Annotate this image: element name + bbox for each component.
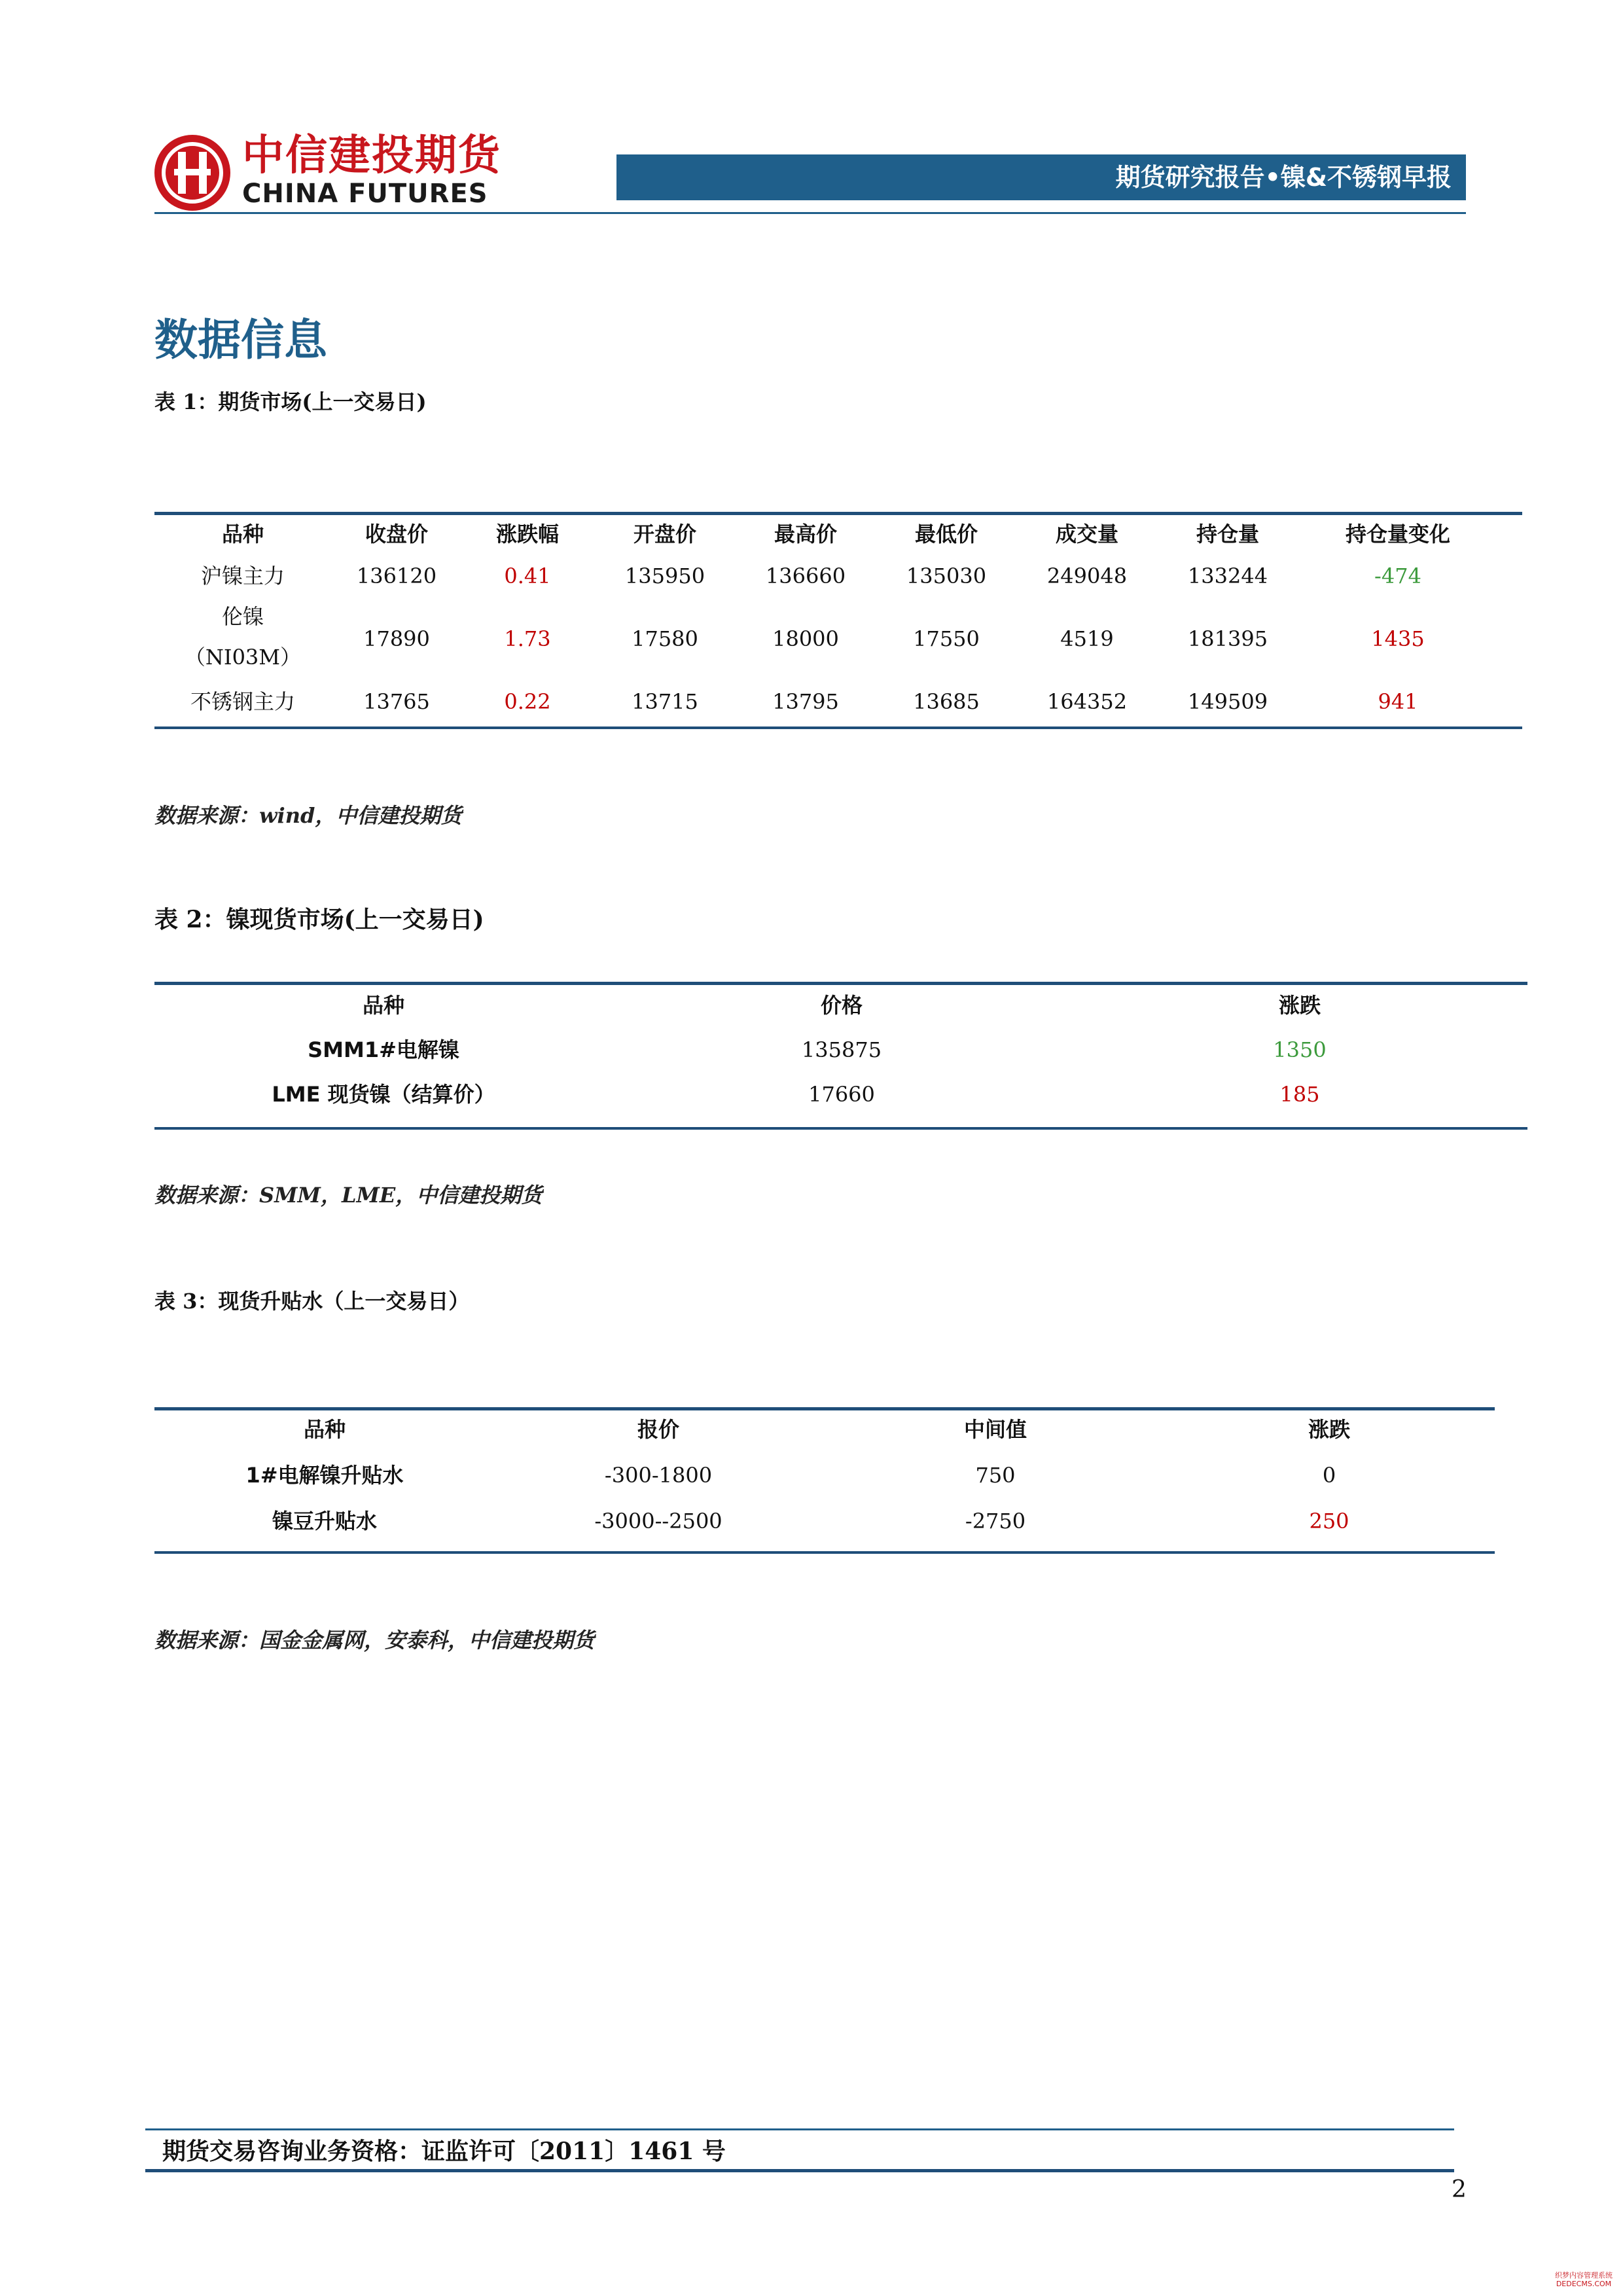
table1-row2-change-pct: 1.73 <box>504 626 551 651</box>
table1-row2-high: 18000 <box>772 626 839 651</box>
table1-header-volume: 成交量 <box>1055 522 1118 547</box>
table1-row3-low: 13685 <box>913 689 980 714</box>
table2-header-change: 涨跌 <box>1278 993 1321 1018</box>
table1-row1-open: 135950 <box>624 564 705 588</box>
nickel-spot-table <box>154 992 1527 1117</box>
table1-row2-open: 17580 <box>632 626 698 651</box>
spot-premium-table <box>154 1416 1495 1541</box>
table1-header-close: 收盘价 <box>365 522 428 547</box>
header-divider <box>154 212 1466 214</box>
report-title-bar <box>616 154 1466 200</box>
table1-header-open: 开盘价 <box>633 522 696 547</box>
table1-row1-change-pct: 0.41 <box>504 564 551 588</box>
table3-row1-variety: 1#电解镍升贴水 <box>245 1463 404 1488</box>
table3-row2-mid: -2750 <box>965 1509 1026 1534</box>
table1-header-low: 最低价 <box>914 522 978 547</box>
table1-row3-oi-change: 941 <box>1378 689 1418 714</box>
table1-row3-variety: 不锈钢主力 <box>190 689 295 714</box>
table3-row2-variety: 镍豆升贴水 <box>272 1509 377 1534</box>
company-logo-icon <box>154 135 230 211</box>
table1-caption: 表 1：期货市场(上一交易日) <box>154 389 427 414</box>
table1-row2-close: 17890 <box>363 626 430 651</box>
table1-header-high: 最高价 <box>774 522 837 547</box>
table1-row1-high: 136660 <box>765 564 846 588</box>
table1-row1-open-interest: 133244 <box>1187 564 1268 588</box>
table1-row2-volume: 4519 <box>1060 626 1114 651</box>
footer-license: 期货交易咨询业务资格：证监许可〔2011〕1461 号 <box>162 2138 726 2165</box>
logo-chinese-name: 中信建投期货 <box>242 132 501 180</box>
table1-row3-close: 13765 <box>363 689 430 714</box>
table1-row2-variety: 伦镍 <box>221 604 264 629</box>
table2-row2-variety: LME 现货镍（结算价） <box>272 1082 495 1107</box>
table1-row1-low: 135030 <box>906 564 987 588</box>
table1-row2-oi-change: 1435 <box>1371 626 1425 651</box>
table2-row1-price: 135875 <box>801 1037 882 1062</box>
futures-market-table <box>154 521 1522 730</box>
table2-header-variety: 品种 <box>362 993 404 1018</box>
table3-row1-quote: -300-1800 <box>604 1463 713 1488</box>
table2-caption: 表 2：镍现货市场(上一交易日) <box>154 906 484 933</box>
table2-row2-price: 17660 <box>808 1082 875 1107</box>
table3-row1-mid: 750 <box>975 1463 1016 1488</box>
table1-header-oi-change: 持仓量变化 <box>1345 522 1450 547</box>
page-number: 2 <box>1452 2176 1467 2203</box>
watermark-line2: DEDECMS.COM <box>1556 2280 1612 2288</box>
footer-divider-top <box>145 2128 1454 2130</box>
logo-english-name: CHINA FUTURES <box>242 179 488 209</box>
table1-row1-volume: 249048 <box>1046 564 1128 588</box>
table1-header-variety: 品种 <box>221 522 264 547</box>
table3-source: 数据来源：国金金属网，安泰科，中信建投期货 <box>154 1628 595 1653</box>
table3-row2-quote: -3000--2500 <box>594 1509 722 1534</box>
table2-source: 数据来源：SMM，LME，中信建投期货 <box>154 1183 543 1208</box>
table3-caption: 表 3：现货升贴水（上一交易日） <box>154 1289 470 1314</box>
table1-row2-variety-code: （NI03M） <box>184 645 302 670</box>
report-title: 期货研究报告•镍&不锈钢早报 <box>1115 163 1452 192</box>
footer-divider-bottom <box>145 2169 1454 2172</box>
table3-header-mid: 中间值 <box>963 1417 1027 1442</box>
table3-top-rule <box>154 1407 1495 1410</box>
table2-row2-change: 185 <box>1279 1082 1320 1107</box>
table3-row1-change: 0 <box>1322 1463 1336 1488</box>
section-title: 数据信息 <box>154 315 327 365</box>
table1-header-change-pct: 涨跌幅 <box>495 522 559 547</box>
table1-row2-open-interest: 181395 <box>1187 626 1268 651</box>
table3-bottom-rule <box>154 1551 1495 1554</box>
table1-row3-open: 13715 <box>632 689 698 714</box>
table3-header-change: 涨跌 <box>1308 1417 1350 1442</box>
table2-top-rule <box>154 982 1527 985</box>
table1-row3-high: 13795 <box>772 689 839 714</box>
watermark <box>1555 2271 1613 2288</box>
table3-header-variety: 品种 <box>303 1417 346 1442</box>
table2-bottom-rule <box>154 1127 1527 1130</box>
table1-bottom-rule <box>154 726 1522 729</box>
table1-row1-variety: 沪镍主力 <box>200 564 285 588</box>
table3-header-quote: 报价 <box>637 1417 679 1442</box>
table3-row2-change: 250 <box>1309 1509 1349 1534</box>
table1-source: 数据来源：wind，中信建投期货 <box>154 803 462 828</box>
table1-row3-open-interest: 149509 <box>1187 689 1268 714</box>
table2-header-price: 价格 <box>820 993 863 1018</box>
table1-row2-low: 17550 <box>913 626 980 651</box>
table1-row3-change-pct: 0.22 <box>504 689 551 714</box>
table1-top-rule <box>154 512 1522 515</box>
table1-header-open-interest: 持仓量 <box>1196 522 1259 547</box>
table1-row3-volume: 164352 <box>1046 689 1128 714</box>
table1-row1-close: 136120 <box>356 564 437 588</box>
table2-row1-change: 1350 <box>1273 1037 1327 1062</box>
table2-row1-variety: SMM1#电解镍 <box>308 1037 459 1062</box>
watermark-line1: 织梦内容管理系统 <box>1555 2271 1613 2280</box>
table1-row1-oi-change: -474 <box>1374 564 1421 588</box>
